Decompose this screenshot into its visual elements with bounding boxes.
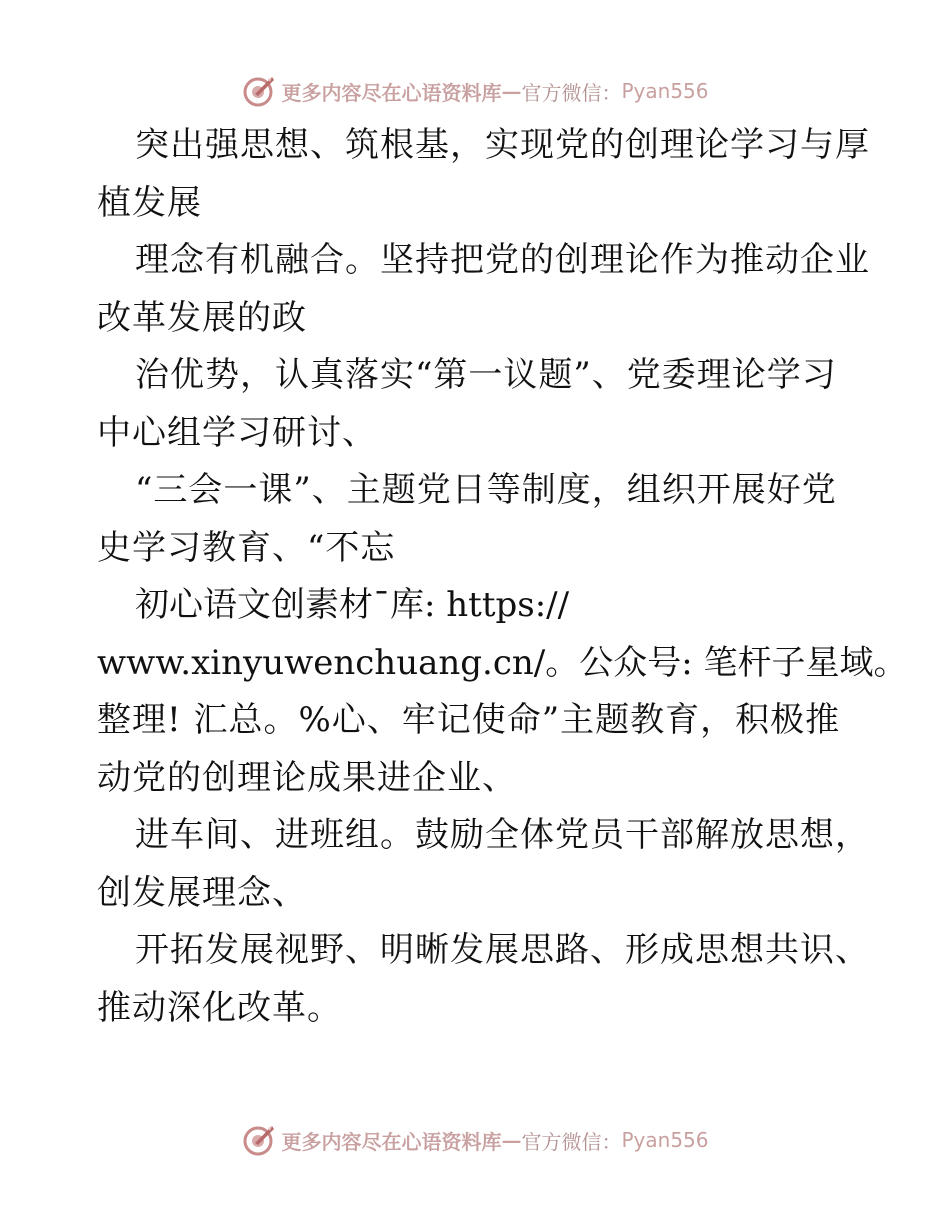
body-line: 治优势，认真落实“第一议题”、党委理论学习 (135, 355, 837, 395)
body-line: 推动深化改革。 (97, 987, 342, 1028)
body-line: 创发展理念、 (97, 872, 307, 913)
body-line: 植发展 (97, 182, 202, 223)
body-line: 理念有机融合。坚持把党的创理论作为推动企业 (135, 240, 870, 280)
body-line: 进车间、进班组。鼓励全体党员干部解放思想， (135, 815, 870, 855)
body-line: 动党的创理论成果进企业、 (97, 757, 517, 798)
quill-logo-icon (241, 73, 277, 109)
body-line: 改革发展的政 (97, 297, 307, 338)
body-line: 初心语文创素材¯库: https:// (135, 585, 570, 625)
body-line: 整理! 汇总。%心、牢记使命”主题教育，积极推 (97, 700, 841, 740)
header-banner (0, 71, 950, 111)
body-line: 开拓发展视野、明晰发展思路、形成思想共识、 (135, 930, 870, 970)
body-line: 中心组学习研讨、 (97, 412, 377, 453)
document-body (97, 117, 908, 1037)
site-name-text: 更多内容尽在心语资料库 (281, 80, 502, 105)
site-name-text: 更多内容尽在心语资料库 (281, 1129, 502, 1154)
body-line: “三会一课”、主题党日等制度，组织开展好党 (135, 470, 837, 510)
dash-separator: — (501, 79, 522, 103)
footer-banner (0, 1120, 950, 1160)
wechat-id: Pyan556 (621, 1128, 709, 1152)
body-line: 史学习教育、“不忘 (97, 527, 396, 568)
wechat-label: 官方微信： (521, 1129, 622, 1154)
body-line: 突出强思想、筑根基，实现党的创理论学习与厚 (135, 125, 870, 165)
wechat-label: 官方微信： (521, 80, 622, 105)
quill-logo-icon (241, 1122, 277, 1158)
body-line: www.xinyuwenchuang.cn/。公众号: 笔杆子星域。 (97, 642, 908, 683)
dash-separator: — (501, 1128, 522, 1152)
wechat-id: Pyan556 (621, 79, 709, 103)
